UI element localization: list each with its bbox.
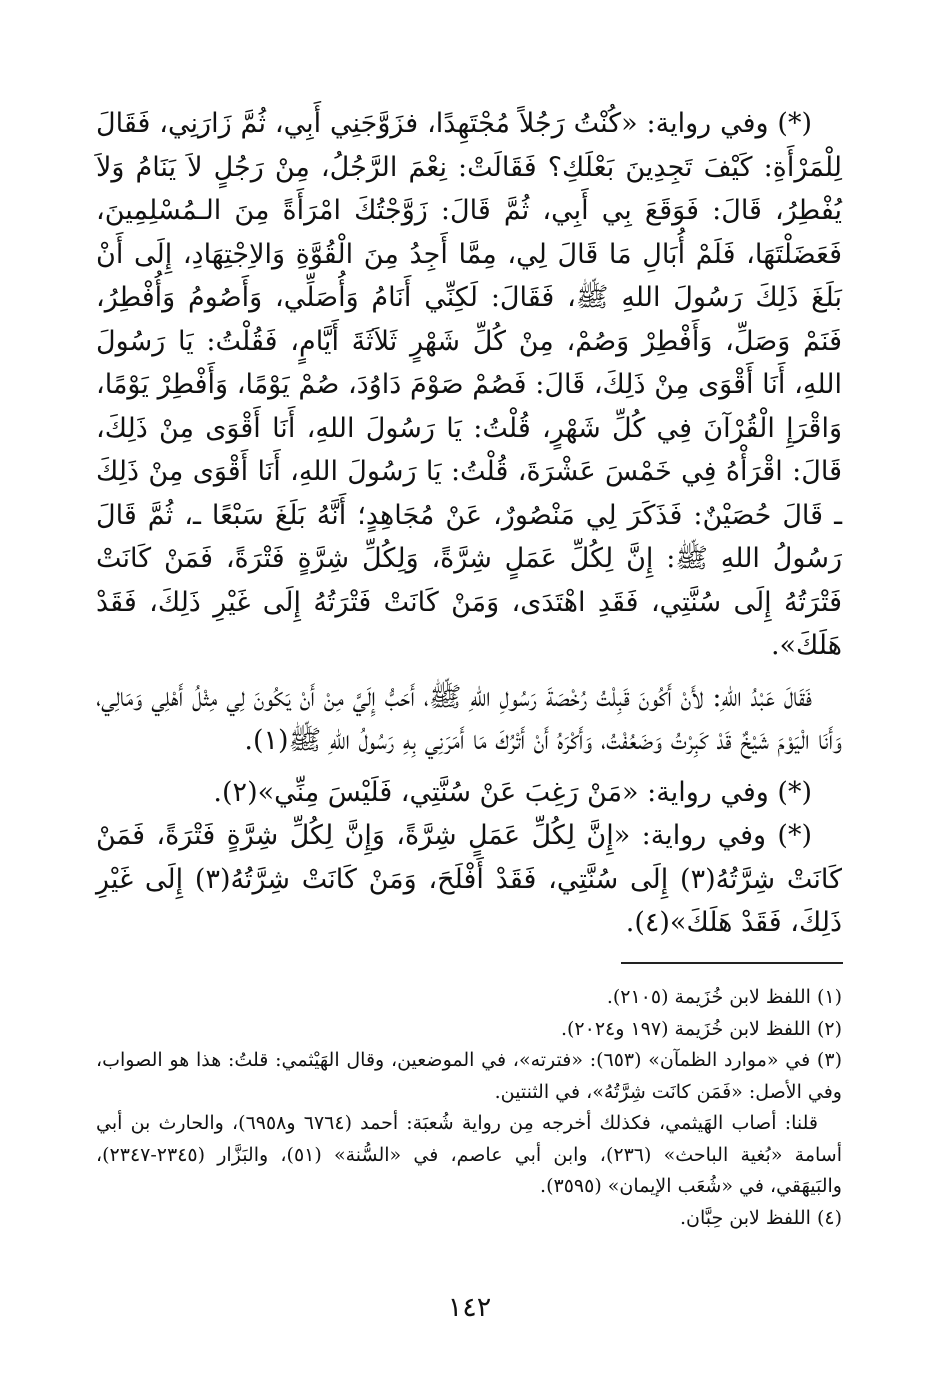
footnote-4: (٤) اللفظ لابن حِبَّان. — [679, 1206, 842, 1229]
footnote-3: (٣) في «موارد الظمآن» (٦٥٣): «فترته»، في الموضعين، وقال الهَيْثمي: قلتُ: هذا هو الصواب، وفي الأصل: «فَمَن كانَت شِرَّتُهُ»، في الثنتين. — [96, 1049, 842, 1103]
paragraph-narration-sunnah: (*) وفي رواية: «مَنْ رَغِبَ عَنْ سُنَّتِي، فَلَيْسَ مِنِّي»(٢). — [213, 776, 812, 808]
footnotes — [96, 982, 842, 1234]
paragraph-hadith-narration: (*) وفي رواية: «كُنْتُ رَجُلاً مُجْتَهِدًا، فزَوَّجَنِي أَبِي، ثُمَّ زَارَنِي، فَقَالَ لِلْمَرْأَةِ: كَيْفَ تَجِدِينَ بَعْلَكِ؟ فَقَالَتْ: نِعْمَ الرَّجُلُ، مِنْ رَجُلٍ لاَ يَنَامُ وَلاَ يُفْطِرُ، قَالَ: فَوَقَعَ بِي أَبِي، ثُمَّ قَالَ: زَوَّجْتُكَ امْرَأَةً مِنَ الـمُسْلِمِينَ، فَعَضَلْتَهَا، فَلَمْ أُبَالِ مَا قَالَ لِي، مِمَّا أَجِدُ مِنَ الْقُوَّةِ وَالاِجْتِهَادِ، إِلَى أَنْ بَلَغَ ذَلِكَ رَسُولَ اللهِ ﷺ، فَقَالَ: لَكِنِّي أَنَامُ وَأُصَلِّي، وَأَصُومُ وَأُفْطِرُ، فَنَمْ وَصَلِّ، وَأَفْطِرْ وَصُمْ، مِنْ كُلِّ شَهْرٍ ثَلاَثَةَ أَيَّامٍ، فَقُلْتُ: يَا رَسُولَ اللهِ، أَنَا أَقْوَى مِنْ ذَلِكَ، قَالَ: فَصُمْ صَوْمَ دَاوُدَ، صُمْ يَوْمًا، وَأَفْطِرْ يَوْمًا، وَاقْرَإِ الْقُرْآنَ فِي كُلِّ شَهْرٍ، قُلْتُ: يَا رَسُولَ اللهِ، أَنَا أَقْوَى مِنْ ذَلِكَ، قَالَ: اقْرَأْهُ فِي خَمْسَ عَشْرَةَ، قُلْتُ: يَا رَسُولَ اللهِ، أَنَا أَقْوَى مِنْ ذَلِكَ ـ قَالَ حُصَيْنٌ: فَذَكَرَ لِي مَنْصُورٌ، عَنْ مُجَاهِدٍ؛ أَنَّهُ بَلَغَ سَبْعًا ـ، ثُمَّ قَالَ رَسُولُ اللهِ ﷺ: إِنَّ لِكُلِّ عَمَلٍ شِرَّةً، وَلِكُلِّ شِرَّةٍ فَتْرَةً، فَمَنْ كَانَتْ فَتْرَتُهُ إِلَى سُنَّتِي، فَقَدِ اهْتَدَى، وَمَنْ كَانَتْ فَتْرَتُهُ إِلَى غَيْرِ ذَلِكَ، فَقَدْ هَلَكَ». — [96, 108, 842, 661]
main-text — [96, 102, 842, 945]
footnote-2: (٢) اللفظ لابن خُزَيمة (١٩٧ و٢٠٢٤). — [560, 1017, 842, 1040]
paragraph-abdullah-statement: فَقَالَ عَبْدُ اللهِ: لأَنْ أَكُونَ قَبِلْتُ رُخْصَةَ رَسُولِ اللهِ ﷺ، أَحَبُّ إِلَيَّ مِنْ أَنْ يَكُونَ لِي مِثْلُ أَهْلِي وَمَالِي، وَأَنَا الْيَوْمَ شَيْخٌ قَدْ كَبِرْتُ وَضَعُفْتُ، وَأَكْرَهُ أَنْ أَتْرُكَ مَا أَمَرَنِي بِهِ رَسُولُ اللهِ ﷺ(١). — [96, 681, 842, 756]
footnote-3-continuation: قلنا: أصاب الهَيثمي، فكذلك أخرجه مِن رواية شُعبَة: أحمد (٦٧٦٤ و٦٩٥٨)، والحارث بن أبي أسامة «بُغية الباحث» (٢٣٦)، وابن أبي عاصم، في «السُّنة» (٥١)، والبَزَّار (٢٣٤٥-٢٣٤٧)، والبَيهَقي، في «شُعَب الإيمان» (٣٥٩٥). — [96, 1112, 843, 1197]
page-number: ١٤٢ — [447, 1292, 492, 1323]
footnote-separator — [621, 962, 843, 964]
footnote-1: (١) اللفظ لابن خُزَيمة (٢١٠٥). — [606, 986, 842, 1008]
paragraph-narration-shirrah: (*) وفي رواية: «إِنَّ لِكُلِّ عَمَلٍ شِرَّةً، وَإِنَّ لِكُلِّ شِرَّةٍ فَتْرَةً، فَمَنْ كَانَتْ شِرَّتُهُ(٣) إِلَى سُنَّتِي، فَقَدْ أَفْلَحَ، وَمَنْ كَانَتْ شِرَّتُهُ(٣) إِلَى غَيْرِ ذَلِكَ، فَقَدْ هَلَكَ»(٤). — [96, 820, 842, 938]
